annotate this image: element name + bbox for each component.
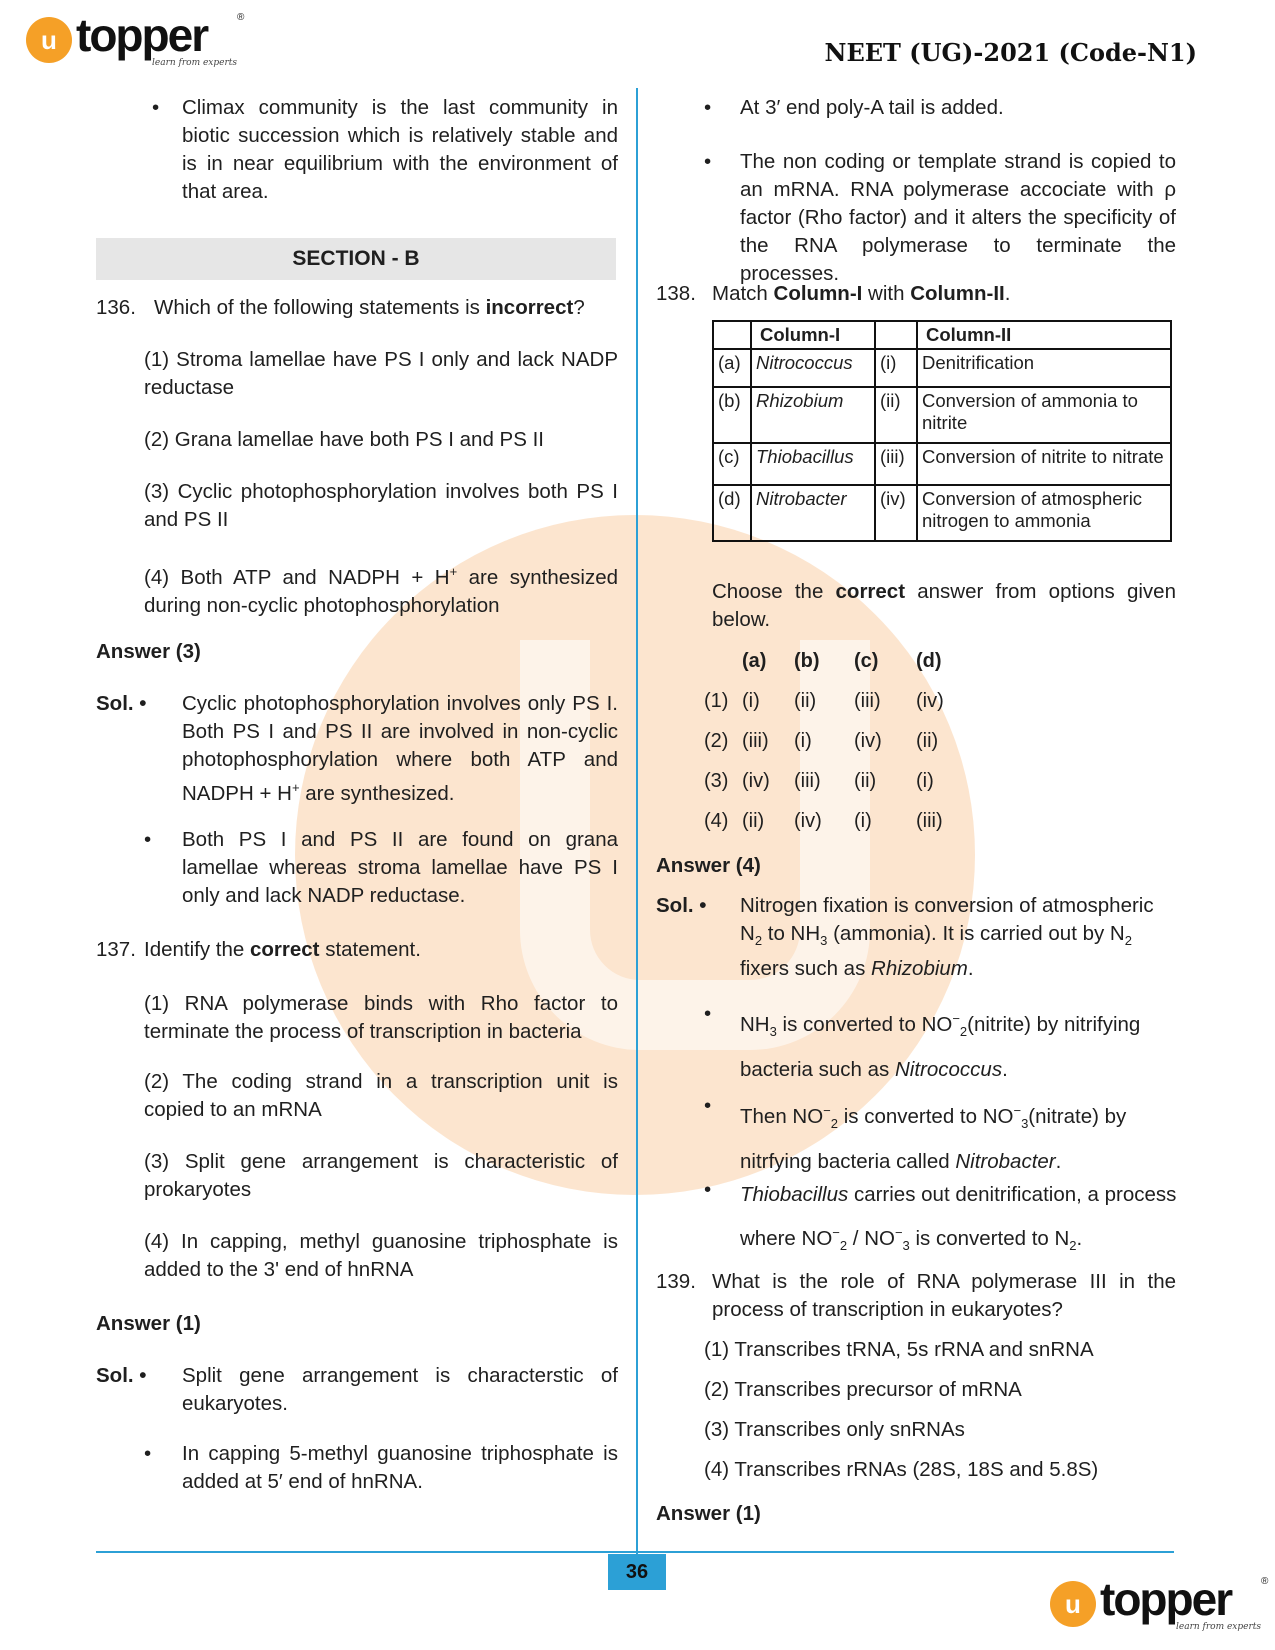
bullet-mark: •: [704, 1178, 712, 1201]
opt-header-c: (c): [854, 650, 879, 672]
bullet-mark: •: [152, 96, 160, 119]
option-cell: (iv): [854, 730, 882, 752]
polya-bullet: At 3′ end poly-A tail is added.: [740, 96, 1004, 119]
q138-option-1-num: (1): [704, 690, 729, 712]
q138-sol-2: $NH_3$ is converted to $NO^-_2(nitrite)$ by nitrifying bacteria such as Nitrococcus.: [740, 1011, 1141, 1081]
q139-answer: Answer (1): [656, 1502, 761, 1525]
q137-option-4: (4) In capping, methyl guanosine triphosphate is added to the 3' end of hnRNA: [144, 1230, 618, 1281]
table-row: (b) Rhizobium (ii) Conversion of ammonia to nitrite: [713, 387, 1171, 443]
bullet-mark: •: [704, 1002, 712, 1025]
bullet-mark: •: [704, 96, 712, 119]
template-strand-bullet: The non coding or template strand is copied to an mRNA. RNA polymerase accociate with ρ factor (Rho factor) and it alters the specificity of the RNA polymerase to terminate the processes.: [740, 150, 1176, 285]
logo-u-icon: u: [1050, 1581, 1096, 1627]
logo-u-icon: u: [26, 17, 72, 63]
footer-topper-logo: [1050, 1573, 1269, 1632]
option-cell: (iii): [854, 690, 881, 712]
option-cell: (ii): [854, 770, 877, 792]
q139-option-3: (3) Transcribes only snRNAs: [704, 1418, 965, 1441]
footer-logo-registered: ®: [1261, 1576, 1269, 1587]
q138-sol-3: Then $NO^-_2$ is converted to $NO^-_3(nitrate)$ by nitrfying bacteria called Nitrobacter.: [740, 1103, 1127, 1173]
footer-rule: [96, 1551, 1174, 1553]
q137-number: 137.: [96, 938, 136, 961]
q139-number: 139.: [656, 1270, 696, 1293]
bullet-mark: •: [704, 1094, 712, 1117]
q136-sol-2: Both PS I and PS II are found on grana lamellae whereas stroma lamellae have PS I only and lack NADP reductase.: [182, 828, 618, 907]
bullet-mark: •: [704, 150, 712, 173]
option-cell: (i): [916, 770, 934, 792]
q138-stem: Match Column-I with Column-II.: [712, 282, 1011, 305]
option-cell: (iv): [742, 770, 770, 792]
topper-logo: [26, 9, 245, 68]
q136-option-4: (4) Both ATP and NADPH + H+ are synthesized during non-cyclic photophosphorylation: [144, 564, 618, 617]
q137-stem: Identify the correct statement.: [144, 938, 421, 961]
q136-sol-1: Cyclic photophosphorylation involves only PS I. Both PS I and PS II are involved in non-cyclic photophosphorylation where both ATP and NADPH + H+ are synthesized.: [182, 692, 618, 805]
q136-option-1: (1) Stroma lamellae have PS I only and lack NADP reductase: [144, 348, 618, 399]
option-cell: (iv): [916, 690, 944, 712]
option-cell: (i): [794, 730, 812, 752]
q136-number: 136.: [96, 296, 136, 319]
opt-header-d: (d): [916, 650, 942, 672]
q139-stem: What is the role of RNA polymerase III in the process of transcription in eukaryotes?: [712, 1270, 1176, 1321]
option-cell: (ii): [916, 730, 939, 752]
q138-answer: Answer (4): [656, 854, 761, 877]
q136-option-2: (2) Grana lamellae have both PS I and PS II: [144, 428, 544, 451]
logo-registered: ®: [237, 12, 245, 23]
q136-answer: Answer (3): [96, 640, 201, 663]
option-cell: (i): [854, 810, 872, 832]
q136-stem: Which of the following statements is incorrect?: [154, 296, 585, 319]
bullet-mark: •: [144, 1442, 152, 1465]
climax-bullet: Climax community is the last community in biotic succession which is relatively stable and is in near equilibrium with the environment of that area.: [182, 96, 618, 203]
footer-logo-tagline: learn from experts: [1176, 1622, 1262, 1632]
option-cell: (ii): [742, 810, 765, 832]
table-row: (a) Nitrococcus (i) Denitrification: [713, 349, 1171, 387]
opt-header-a: (a): [742, 650, 767, 672]
q138-option-3-num: (3): [704, 770, 729, 792]
column-2-header: Column-II: [917, 321, 1171, 349]
q137-option-2: (2) The coding strand in a transcription unit is copied to an mRNA: [144, 1070, 618, 1121]
q138-option-4-num: (4): [704, 810, 729, 832]
logo-tagline: learn from experts: [152, 58, 238, 68]
q137-option-3: (3) Split gene arrangement is characteristic of prokaryotes: [144, 1150, 618, 1201]
column-1-header: Column-I: [751, 321, 875, 349]
option-cell: (iv): [794, 810, 822, 832]
page-number: 36: [608, 1554, 666, 1590]
option-cell: (i): [742, 690, 760, 712]
table-row: (d) Nitrobacter (iv) Conversion of atmospheric nitrogen to ammonia: [713, 485, 1171, 541]
q138-sol-1: Nitrogen fixation is conversion of atmospheric $N_2$ to $NH_3$ (ammonia). It is carried out by $N_2$ fixers such as Rhizobium.: [740, 894, 1154, 981]
q138-choose-text: Choose the correct answer from options given below.: [712, 580, 1176, 631]
footer-logo-word: topper: [1100, 1573, 1232, 1625]
q137-sol-label: Sol. •: [96, 1364, 147, 1387]
table-header-row: [713, 321, 1171, 349]
q139-option-2: (2) Transcribes precursor of mRNA: [704, 1378, 1022, 1401]
option-cell: (iii): [742, 730, 769, 752]
q137-answer: Answer (1): [96, 1312, 201, 1335]
q137-option-1: (1) RNA polymerase binds with Rho factor to terminate the process of transcription in bacteria: [144, 992, 618, 1043]
bullet-mark: •: [144, 828, 152, 851]
logo-word: topper: [76, 9, 208, 61]
q136-sol-label: Sol. •: [96, 692, 147, 715]
exam-title: NEET (UG)-2021 (Code-N1): [824, 38, 1197, 67]
column-divider: [636, 88, 638, 1590]
option-cell: (iii): [916, 810, 943, 832]
q139-option-1: (1) Transcribes tRNA, 5s rRNA and snRNA: [704, 1338, 1094, 1361]
q138-option-2-num: (2): [704, 730, 729, 752]
q139-option-4: (4) Transcribes rRNAs (28S, 18S and 5.8S): [704, 1458, 1099, 1481]
match-table: [712, 320, 1172, 542]
option-cell: (iii): [794, 770, 821, 792]
opt-header-b: (b): [794, 650, 820, 672]
section-b-heading: SECTION - B: [96, 238, 616, 280]
q137-sol-2: In capping 5-methyl guanosine triphosphate is added at 5′ end of hnRNA.: [182, 1442, 618, 1493]
q136-option-3: (3) Cyclic photophosphorylation involves both PS I and PS II: [144, 480, 618, 531]
table-row: (c) Thiobacillus (iii) Conversion of nitrite to nitrate: [713, 443, 1171, 485]
q138-sol-label: Sol. •: [656, 894, 707, 917]
option-cell: (ii): [794, 690, 817, 712]
q138-sol-4: Thiobacillus carries out denitrification, a process where $NO^-_2 / NO^-_3$ is converted to $N_2$.: [740, 1183, 1177, 1253]
q138-number: 138.: [656, 282, 696, 305]
q137-sol-1: Split gene arrangement is characterstic of eukaryotes.: [182, 1364, 618, 1415]
